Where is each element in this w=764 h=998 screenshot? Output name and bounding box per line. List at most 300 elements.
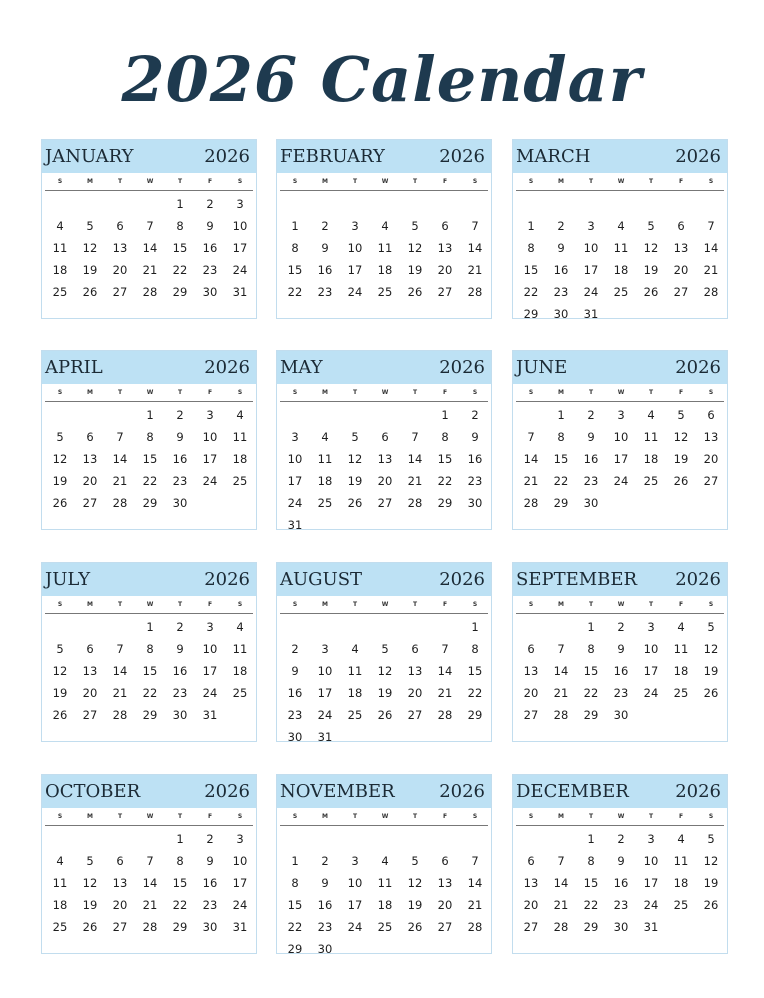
day-cell: 28	[112, 708, 128, 722]
day-cell: 12	[52, 452, 68, 466]
day-cell: 24	[583, 285, 599, 299]
day-cell: 28	[437, 708, 453, 722]
month-header	[513, 140, 727, 173]
day-cell: 1	[441, 408, 449, 422]
day-cell: 8	[291, 876, 299, 890]
weekday-label: S	[237, 389, 243, 396]
day-cell: 27	[437, 285, 453, 299]
day-cell: 29	[583, 708, 599, 722]
weekday-label: M	[558, 178, 564, 185]
weekday-label: S	[708, 389, 714, 396]
month-june	[512, 350, 728, 530]
day-cell: 7	[116, 642, 124, 656]
day-cell: 4	[677, 620, 685, 634]
day-cell: 24	[613, 474, 629, 488]
day-cell: 26	[347, 496, 363, 510]
day-cell: 19	[347, 474, 363, 488]
day-cell: 14	[437, 664, 453, 678]
weekday-row	[45, 173, 256, 190]
day-grid	[280, 191, 491, 303]
weekday-label: S	[57, 813, 63, 820]
month-header	[277, 775, 491, 808]
day-cell: 13	[407, 664, 423, 678]
day-cell: 3	[351, 854, 359, 868]
empty-cell	[135, 828, 165, 850]
day-cell: 11	[232, 430, 248, 444]
day-cell: 19	[82, 263, 98, 277]
day-cell: 13	[703, 430, 719, 444]
empty-cell	[340, 726, 370, 748]
day-cell: 25	[673, 686, 689, 700]
day-cell: 25	[347, 708, 363, 722]
day-grid	[516, 826, 727, 938]
empty-cell	[340, 616, 370, 638]
weekday-label: T	[588, 178, 594, 185]
month-march	[512, 139, 728, 319]
day-cell: 5	[86, 219, 94, 233]
day-cell: 17	[317, 686, 333, 700]
day-cell: 2	[206, 197, 214, 211]
day-cell: 2	[617, 832, 625, 846]
day-cell: 17	[347, 898, 363, 912]
weekday-label: W	[146, 601, 154, 608]
day-cell: 24	[347, 920, 363, 934]
day-cell: 4	[236, 620, 244, 634]
month-february	[276, 139, 492, 319]
day-cell: 14	[112, 452, 128, 466]
day-cell: 22	[142, 686, 158, 700]
month-july	[41, 562, 257, 742]
day-cell: 7	[116, 430, 124, 444]
day-cell: 1	[176, 832, 184, 846]
day-cell: 12	[673, 430, 689, 444]
day-cell: 17	[643, 664, 659, 678]
day-cell: 10	[583, 241, 599, 255]
empty-cell	[430, 828, 460, 850]
weekday-label: W	[617, 178, 625, 185]
day-cell: 27	[673, 285, 689, 299]
day-cell: 13	[523, 876, 539, 890]
day-cell: 11	[377, 876, 393, 890]
day-cell: 20	[112, 263, 128, 277]
day-cell: 10	[287, 452, 303, 466]
day-cell: 12	[347, 452, 363, 466]
month-name: JULY	[45, 569, 91, 590]
month-september	[512, 562, 728, 742]
weekday-label: M	[558, 601, 564, 608]
day-cell: 2	[617, 620, 625, 634]
day-cell: 11	[52, 241, 68, 255]
empty-cell	[340, 193, 370, 215]
day-cell: 22	[287, 285, 303, 299]
day-cell: 29	[523, 307, 539, 321]
day-cell: 3	[206, 408, 214, 422]
month-year: 2026	[675, 146, 721, 167]
day-cell: 8	[176, 854, 184, 868]
day-cell: 12	[643, 241, 659, 255]
empty-cell	[430, 616, 460, 638]
day-cell: 12	[82, 241, 98, 255]
day-cell: 28	[553, 920, 569, 934]
empty-cell	[606, 492, 636, 514]
weekday-label: F	[442, 178, 448, 185]
page-title: 2026 Calendar	[121, 43, 643, 116]
day-cell: 13	[523, 664, 539, 678]
day-cell: 27	[703, 474, 719, 488]
day-cell: 19	[377, 686, 393, 700]
day-cell: 25	[377, 285, 393, 299]
weekday-label: S	[472, 601, 478, 608]
weekday-label: T	[588, 601, 594, 608]
day-cell: 23	[467, 474, 483, 488]
day-cell: 5	[677, 408, 685, 422]
day-cell: 17	[613, 452, 629, 466]
day-cell: 18	[347, 686, 363, 700]
day-cell: 5	[381, 642, 389, 656]
day-cell: 18	[232, 452, 248, 466]
day-cell: 29	[583, 920, 599, 934]
day-cell: 3	[351, 219, 359, 233]
day-cell: 25	[52, 920, 68, 934]
day-cell: 11	[317, 452, 333, 466]
weekday-label: F	[207, 813, 213, 820]
day-cell: 22	[142, 474, 158, 488]
day-cell: 23	[613, 686, 629, 700]
day-cell: 28	[523, 496, 539, 510]
day-cell: 27	[112, 285, 128, 299]
weekday-label: S	[528, 389, 534, 396]
day-cell: 21	[467, 263, 483, 277]
empty-cell	[516, 404, 546, 426]
day-cell: 15	[437, 452, 453, 466]
day-cell: 6	[677, 219, 685, 233]
day-cell: 15	[142, 664, 158, 678]
day-cell: 2	[206, 832, 214, 846]
day-cell: 9	[321, 876, 329, 890]
weekday-label: T	[352, 601, 358, 608]
day-cell: 17	[287, 474, 303, 488]
month-header	[42, 351, 256, 384]
day-cell: 5	[411, 854, 419, 868]
month-name: JANUARY	[45, 146, 134, 167]
month-year: 2026	[439, 569, 485, 590]
day-cell: 30	[317, 942, 333, 956]
month-year: 2026	[204, 781, 250, 802]
empty-cell	[340, 938, 370, 960]
day-cell: 15	[287, 898, 303, 912]
day-cell: 20	[523, 686, 539, 700]
weekday-label: M	[322, 813, 328, 820]
day-cell: 25	[232, 686, 248, 700]
month-name: FEBRUARY	[280, 146, 385, 167]
day-cell: 25	[317, 496, 333, 510]
month-year: 2026	[439, 146, 485, 167]
day-cell: 13	[82, 664, 98, 678]
day-cell: 5	[56, 642, 64, 656]
day-cell: 1	[557, 408, 565, 422]
empty-cell	[370, 404, 400, 426]
weekday-label: F	[442, 813, 448, 820]
weekday-label: S	[57, 178, 63, 185]
empty-cell	[280, 828, 310, 850]
day-cell: 23	[202, 263, 218, 277]
day-cell: 8	[471, 642, 479, 656]
day-cell: 11	[347, 664, 363, 678]
month-year: 2026	[675, 781, 721, 802]
month-header	[42, 775, 256, 808]
day-cell: 1	[587, 832, 595, 846]
day-grid	[516, 614, 727, 726]
day-cell: 22	[523, 285, 539, 299]
day-cell: 15	[583, 876, 599, 890]
empty-cell	[400, 193, 430, 215]
empty-cell	[696, 193, 726, 215]
day-cell: 30	[172, 496, 188, 510]
empty-cell	[400, 938, 430, 960]
day-cell: 16	[202, 876, 218, 890]
empty-cell	[460, 726, 490, 748]
day-cell: 16	[613, 664, 629, 678]
day-cell: 27	[82, 496, 98, 510]
day-cell: 24	[317, 708, 333, 722]
month-year: 2026	[675, 357, 721, 378]
empty-cell	[75, 193, 105, 215]
empty-cell	[696, 916, 726, 938]
day-cell: 25	[613, 285, 629, 299]
weekday-label: S	[708, 813, 714, 820]
day-cell: 10	[317, 664, 333, 678]
day-cell: 28	[142, 920, 158, 934]
day-cell: 3	[647, 832, 655, 846]
weekday-label: W	[381, 389, 389, 396]
day-cell: 6	[116, 219, 124, 233]
empty-cell	[666, 303, 696, 325]
month-header	[277, 563, 491, 596]
day-cell: 28	[703, 285, 719, 299]
empty-cell	[546, 193, 576, 215]
weekday-label: S	[528, 178, 534, 185]
empty-cell	[310, 828, 340, 850]
empty-cell	[225, 492, 255, 514]
weekday-label: T	[117, 389, 123, 396]
day-cell: 22	[172, 898, 188, 912]
day-cell: 30	[202, 285, 218, 299]
day-cell: 30	[202, 920, 218, 934]
day-cell: 20	[82, 474, 98, 488]
day-cell: 6	[411, 642, 419, 656]
day-cell: 19	[82, 898, 98, 912]
empty-cell	[576, 193, 606, 215]
day-cell: 29	[287, 942, 303, 956]
day-cell: 10	[202, 642, 218, 656]
empty-cell	[400, 726, 430, 748]
day-cell: 6	[381, 430, 389, 444]
day-cell: 1	[146, 408, 154, 422]
day-cell: 9	[587, 430, 595, 444]
day-cell: 21	[467, 898, 483, 912]
day-cell: 19	[643, 263, 659, 277]
weekday-label: W	[146, 178, 154, 185]
day-cell: 16	[553, 263, 569, 277]
weekday-label: T	[117, 178, 123, 185]
day-cell: 22	[583, 686, 599, 700]
day-cell: 14	[523, 452, 539, 466]
day-cell: 31	[232, 920, 248, 934]
day-cell: 16	[317, 263, 333, 277]
day-cell: 9	[206, 854, 214, 868]
month-header	[42, 140, 256, 173]
day-cell: 27	[82, 708, 98, 722]
day-cell: 26	[407, 920, 423, 934]
day-cell: 12	[703, 854, 719, 868]
weekday-label: T	[352, 813, 358, 820]
day-cell: 16	[583, 452, 599, 466]
empty-cell	[430, 514, 460, 536]
day-cell: 4	[56, 219, 64, 233]
day-cell: 10	[643, 854, 659, 868]
day-cell: 24	[232, 898, 248, 912]
weekday-label: S	[292, 389, 298, 396]
weekday-row	[280, 808, 491, 825]
day-cell: 21	[112, 686, 128, 700]
day-cell: 23	[317, 920, 333, 934]
day-cell: 31	[287, 518, 303, 532]
day-cell: 18	[52, 263, 68, 277]
month-header	[513, 775, 727, 808]
day-cell: 14	[553, 664, 569, 678]
month-name: MAY	[280, 357, 323, 378]
day-cell: 13	[112, 876, 128, 890]
day-cell: 11	[52, 876, 68, 890]
day-cell: 4	[381, 854, 389, 868]
day-cell: 10	[643, 642, 659, 656]
day-cell: 28	[407, 496, 423, 510]
day-cell: 7	[471, 219, 479, 233]
weekday-label: S	[528, 601, 534, 608]
empty-cell	[546, 828, 576, 850]
day-cell: 18	[673, 876, 689, 890]
day-cell: 2	[176, 408, 184, 422]
day-cell: 13	[82, 452, 98, 466]
day-cell: 7	[527, 430, 535, 444]
empty-cell	[606, 193, 636, 215]
empty-cell	[460, 938, 490, 960]
month-year: 2026	[204, 146, 250, 167]
day-cell: 23	[172, 474, 188, 488]
day-cell: 2	[471, 408, 479, 422]
day-cell: 27	[407, 708, 423, 722]
day-cell: 28	[467, 920, 483, 934]
day-cell: 16	[317, 898, 333, 912]
day-cell: 3	[647, 620, 655, 634]
day-cell: 24	[643, 898, 659, 912]
day-cell: 8	[146, 642, 154, 656]
day-cell: 18	[613, 263, 629, 277]
day-cell: 19	[407, 898, 423, 912]
day-cell: 7	[707, 219, 715, 233]
empty-cell	[696, 492, 726, 514]
day-grid	[280, 402, 491, 536]
day-cell: 26	[407, 285, 423, 299]
empty-cell	[45, 828, 75, 850]
day-cell: 8	[557, 430, 565, 444]
weekday-row	[280, 596, 491, 613]
day-cell: 5	[707, 832, 715, 846]
day-cell: 7	[557, 642, 565, 656]
day-cell: 28	[112, 496, 128, 510]
weekday-label: S	[237, 178, 243, 185]
weekday-label: T	[177, 389, 183, 396]
day-cell: 10	[613, 430, 629, 444]
month-name: MARCH	[516, 146, 591, 167]
day-cell: 29	[467, 708, 483, 722]
day-cell: 29	[437, 496, 453, 510]
weekday-row	[280, 173, 491, 190]
weekday-label: S	[472, 389, 478, 396]
day-cell: 23	[583, 474, 599, 488]
day-cell: 31	[202, 708, 218, 722]
weekday-label: S	[472, 813, 478, 820]
weekday-label: T	[177, 601, 183, 608]
day-cell: 16	[613, 876, 629, 890]
day-cell: 3	[291, 430, 299, 444]
day-cell: 14	[142, 241, 158, 255]
day-cell: 21	[142, 898, 158, 912]
day-cell: 26	[82, 285, 98, 299]
empty-cell	[105, 616, 135, 638]
day-cell: 18	[377, 263, 393, 277]
weekday-label: M	[87, 389, 93, 396]
weekday-label: W	[617, 601, 625, 608]
weekday-label: T	[588, 389, 594, 396]
month-may	[276, 350, 492, 530]
month-name: SEPTEMBER	[516, 569, 638, 590]
day-cell: 12	[52, 664, 68, 678]
day-cell: 10	[202, 430, 218, 444]
day-cell: 25	[673, 898, 689, 912]
day-cell: 23	[613, 898, 629, 912]
day-cell: 5	[86, 854, 94, 868]
day-cell: 14	[703, 241, 719, 255]
empty-cell	[280, 193, 310, 215]
weekday-row	[45, 384, 256, 401]
day-cell: 30	[553, 307, 569, 321]
empty-cell	[370, 828, 400, 850]
empty-cell	[280, 616, 310, 638]
day-cell: 18	[52, 898, 68, 912]
day-cell: 17	[347, 263, 363, 277]
day-cell: 26	[643, 285, 659, 299]
day-cell: 28	[553, 708, 569, 722]
empty-cell	[310, 616, 340, 638]
day-cell: 13	[437, 241, 453, 255]
day-cell: 9	[206, 219, 214, 233]
weekday-label: W	[381, 178, 389, 185]
day-grid	[45, 402, 256, 514]
day-cell: 22	[467, 686, 483, 700]
empty-cell	[75, 616, 105, 638]
day-cell: 18	[377, 898, 393, 912]
day-cell: 11	[613, 241, 629, 255]
day-cell: 25	[52, 285, 68, 299]
day-grid	[516, 191, 727, 325]
day-cell: 5	[56, 430, 64, 444]
month-name: NOVEMBER	[280, 781, 395, 802]
day-cell: 24	[202, 686, 218, 700]
empty-cell	[696, 704, 726, 726]
day-cell: 8	[527, 241, 535, 255]
day-cell: 3	[321, 642, 329, 656]
